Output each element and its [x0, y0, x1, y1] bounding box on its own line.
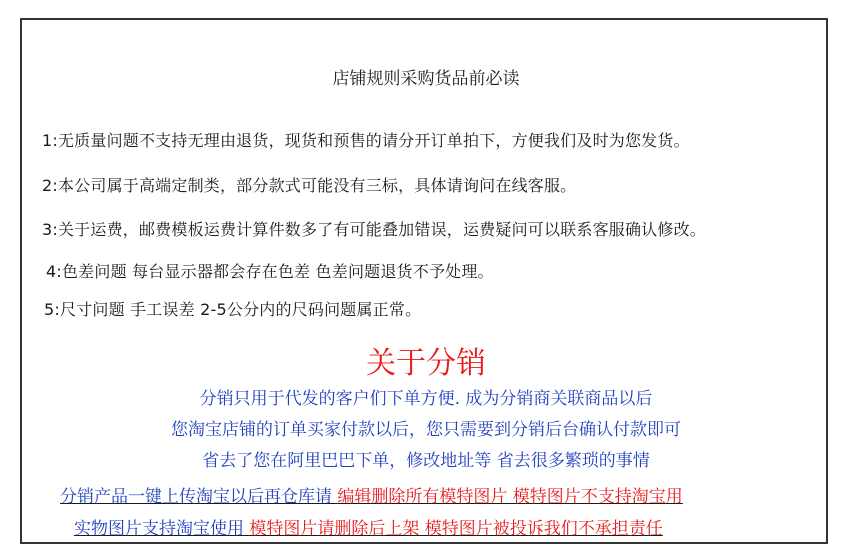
rule-2: 2:本公司属于高端定制类，部分款式可能没有三标，具体请询问在线客服。 — [42, 176, 577, 195]
rule-4: 4:色差问题 每台显示器都会存在色差 色差问题退货不予处理。 — [46, 262, 494, 281]
rule-3: 3:关于运费，邮费模板运费计算件数多了有可能叠加错误，运费疑问可以联系客服确认修改。 — [42, 220, 706, 239]
distribution-line-2: 您淘宝店铺的订单买家付款以后，您只需要到分销后台确认付款即可 — [171, 420, 681, 440]
page-title: 店铺规则采购货品前必读 — [332, 69, 520, 89]
distribution-heading: 关于分销 — [366, 346, 486, 381]
rule-1: 1:无质量问题不支持无理由退货，现货和预售的请分开订单拍下，方便我们及时为您发货。 — [42, 131, 690, 150]
rule-5: 5:尺寸问题 手工误差 2-5公分内的尺码问题属正常。 — [44, 300, 422, 319]
distribution-line-1: 分销只用于代发的客户们下单方便. 成为分销商关联商品以后 — [199, 389, 653, 409]
notice-frame — [20, 18, 828, 544]
link-line-1-red-text[interactable]: 编辑删除所有模特图片 模特图片不支持淘宝用 — [337, 487, 683, 507]
link-line-1-blue-text[interactable]: 分销产品一键上传淘宝以后再仓库请 — [60, 487, 332, 507]
link-line-2-red-text[interactable]: 模特图片请删除后上架 模特图片被投诉我们不承担责任 — [249, 519, 663, 539]
distribution-link-line-2[interactable] — [74, 514, 663, 539]
link-line-2-blue-text[interactable]: 实物图片支持淘宝使用 — [74, 519, 244, 539]
distribution-link-line-1[interactable] — [60, 482, 683, 507]
distribution-line-3: 省去了您在阿里巴巴下单，修改地址等 省去很多繁琐的事情 — [202, 451, 650, 471]
